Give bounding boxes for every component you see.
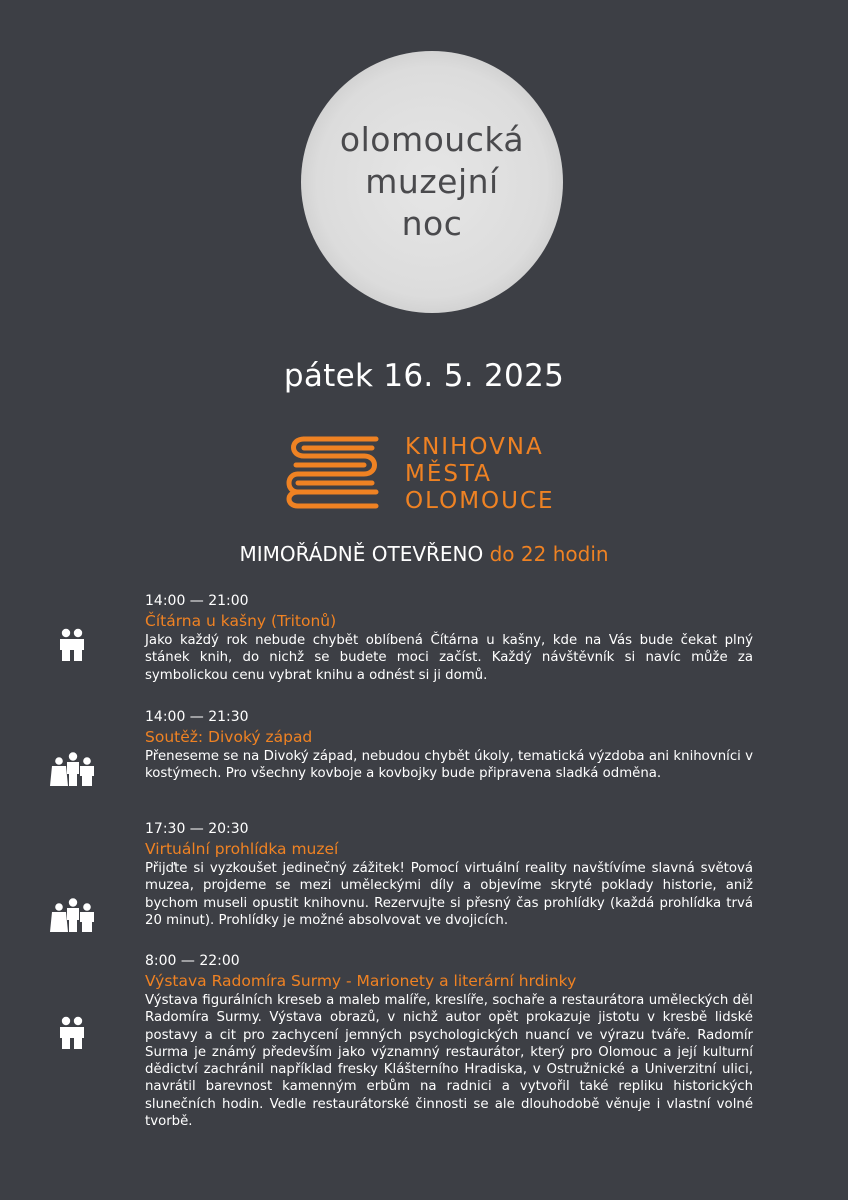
event-title-line-2: muzejní [365,162,499,201]
two-people-icon [58,1016,86,1050]
program-item [145,952,753,1130]
program-description: Přeneseme se na Divoký západ, nebudou chybět úkoly, tematická výzdoba ani knihovníci v kostýmech. Pro všechny kovboje a kovbojky bude připravena sladká odměna. [145,749,753,782]
event-title-line-1: olomoucká [339,120,525,159]
program-description: Výstava figurálních kreseb a maleb malíře, kreslíře, sochaře a restaurátora uměleckých děl Radomíra Surmy. Výstava obrazů, v nichž autor opět prokazuje jistotu v kresbě lidské postavy a cit pro zachycení jemných psychologických nuancí ve výrazu tváře. Radomír Surma je známý především jako významný restaurátor, který pro Olomouc a její kulturní dědictví zachránil například fresky Klášterního Hradiska, v Ostružnické a Univerzitní ulici, navrátil barevnost kamenným erbům na radnici a vytvořil také repliku historických slunečních hodin. Vedle restaurátorské činnosti se ale dlouhodobě věnuje i vlastní volné tvorbě. [145,993,753,1130]
library-logo-line-3: OLOMOUCE [405,488,555,514]
opening-hours [0,542,848,566]
program-description: Jako každý rok nebude chybět oblíbená Čítárna u kašny, kde na Vás bude čekat plný stánek knih, do nichž se budete moci začíst. Každý návštěvník si navíc může za symbolickou cenu vybrat knihu a odnést si ji domů. [145,633,753,683]
program-time: 14:00 — 21:00 [145,593,249,609]
program-description: Přijďte si vyzkoušet jedinečný zážitek! Pomocí virtuální reality navštívíme slavná světová muzea, projdeme se mezi uměleckými díly a objevíme skryté poklady historie, aniž bychom museli opustit knihovnu. Rezervujte si přesný čas prohlídky (každá prohlídka trvá 20 minut). Prohlídky je možné absolvovat ve dvojicích. [145,861,753,928]
program-title: Virtuální prohlídka muzeí [145,840,339,858]
program-item [145,708,753,783]
two-people-icon [58,628,86,662]
program-title: Soutěž: Divoký západ [145,728,313,746]
library-logo-text [405,434,555,515]
program-time: 14:00 — 21:30 [145,709,249,725]
family-icon [50,752,96,786]
program-title: Čítárna u kašny (Tritonů) [145,612,337,630]
family-icon [50,898,96,932]
program-item [145,820,753,929]
event-date: pátek 16. 5. 2025 [283,358,565,394]
books-logo-icon [284,434,382,510]
opening-highlight: do 22 hodin [489,542,609,566]
event-title-circle [301,51,563,313]
program-time: 17:30 — 20:30 [145,821,249,837]
program-title: Výstava Radomíra Surmy - Marionety a literární hrdinky [145,972,577,990]
event-title-line-3: noc [401,204,463,243]
program-time: 8:00 — 22:00 [145,953,240,969]
program-item [145,592,753,684]
opening-label: MIMOŘÁDNĚ OTEVŘENO [239,542,484,566]
library-logo-line-1: KNIHOVNA [405,434,544,460]
library-logo-line-2: MĚSTA [405,461,492,487]
